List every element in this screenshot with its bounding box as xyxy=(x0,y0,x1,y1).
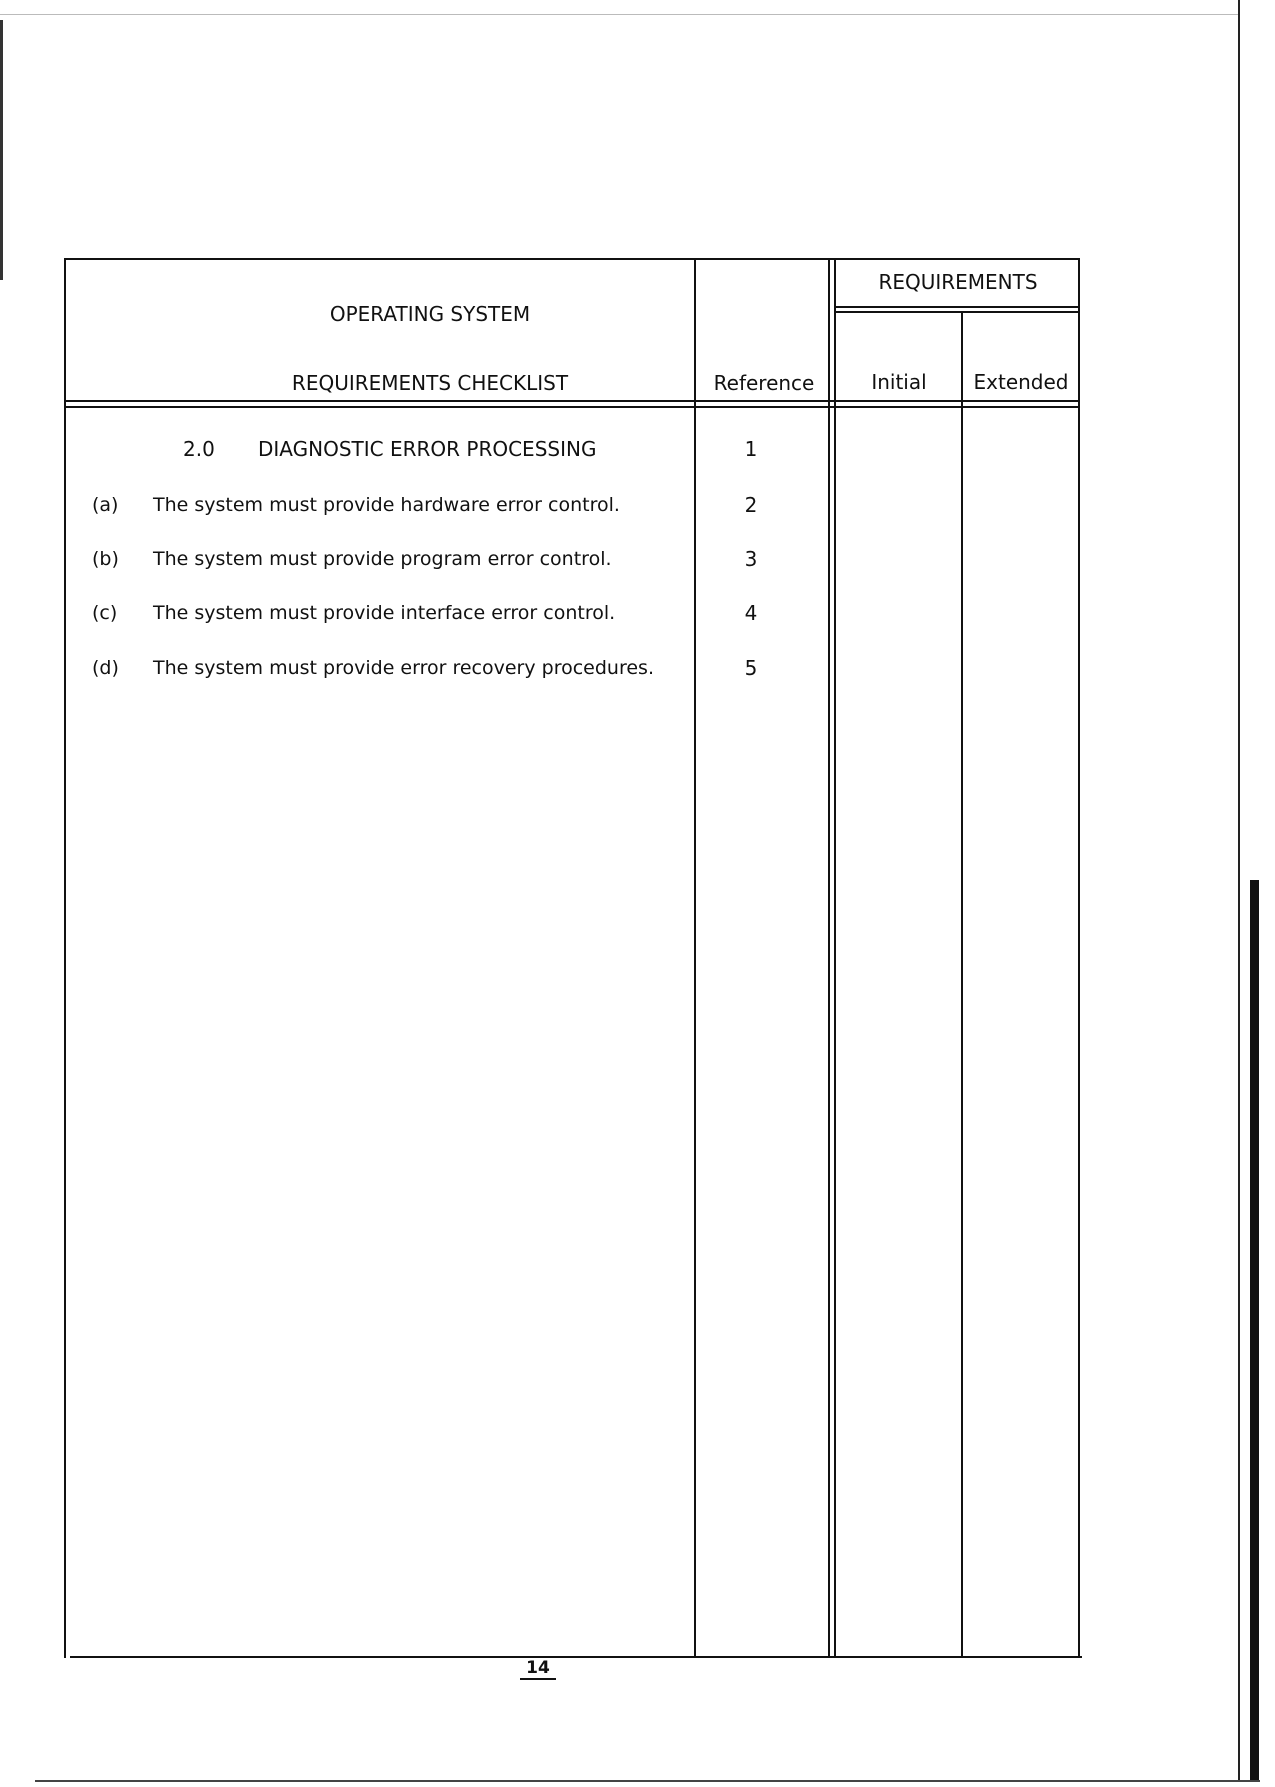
section-number: 2.0 xyxy=(183,437,215,461)
item-text: The system must provide hardware error control. xyxy=(153,494,620,516)
item-text: The system must provide error recovery procedures. xyxy=(153,657,654,679)
requirements-divider-2 xyxy=(834,258,836,1658)
scan-edge-top xyxy=(0,14,1240,15)
requirements-column-header: REQUIREMENTS xyxy=(878,270,1038,294)
form-title-line1: OPERATING SYSTEM xyxy=(329,302,531,326)
reference-column-divider xyxy=(694,258,696,1658)
initial-extended-divider xyxy=(961,311,963,1658)
item-reference: 2 xyxy=(744,493,758,517)
scan-edge-right xyxy=(1238,0,1240,1780)
scan-edge-right-shadow xyxy=(1250,880,1259,1780)
item-label: (d) xyxy=(92,657,119,679)
page-number: 14 xyxy=(520,1658,556,1680)
requirements-header-line-1 xyxy=(834,306,1080,308)
form-title-line2: REQUIREMENTS CHECKLIST xyxy=(291,371,569,395)
section-reference: 1 xyxy=(744,437,758,461)
header-divider-2 xyxy=(64,406,1080,408)
form-border-left xyxy=(64,258,66,1658)
scan-edge-bottom xyxy=(35,1780,1260,1782)
reference-column-header: Reference xyxy=(713,371,815,395)
initial-column-header: Initial xyxy=(871,370,927,394)
item-text: The system must provide program error control. xyxy=(153,548,612,570)
item-reference: 3 xyxy=(744,547,758,571)
item-label: (b) xyxy=(92,548,119,570)
item-reference: 5 xyxy=(744,656,758,680)
scan-edge-left xyxy=(0,20,3,280)
item-text: The system must provide interface error control. xyxy=(153,602,616,624)
section-title: DIAGNOSTIC ERROR PROCESSING xyxy=(258,437,597,461)
form-border-top xyxy=(64,258,1080,260)
form-border-right xyxy=(1078,258,1080,1658)
extended-column-header: Extended xyxy=(973,370,1069,394)
item-label: (a) xyxy=(92,494,119,516)
requirements-header-line-2 xyxy=(834,311,1080,313)
requirements-divider-1 xyxy=(828,258,830,1658)
item-reference: 4 xyxy=(744,601,758,625)
form-border-bottom xyxy=(70,1656,1082,1658)
item-label: (c) xyxy=(92,602,118,624)
header-divider-1 xyxy=(64,400,1080,402)
